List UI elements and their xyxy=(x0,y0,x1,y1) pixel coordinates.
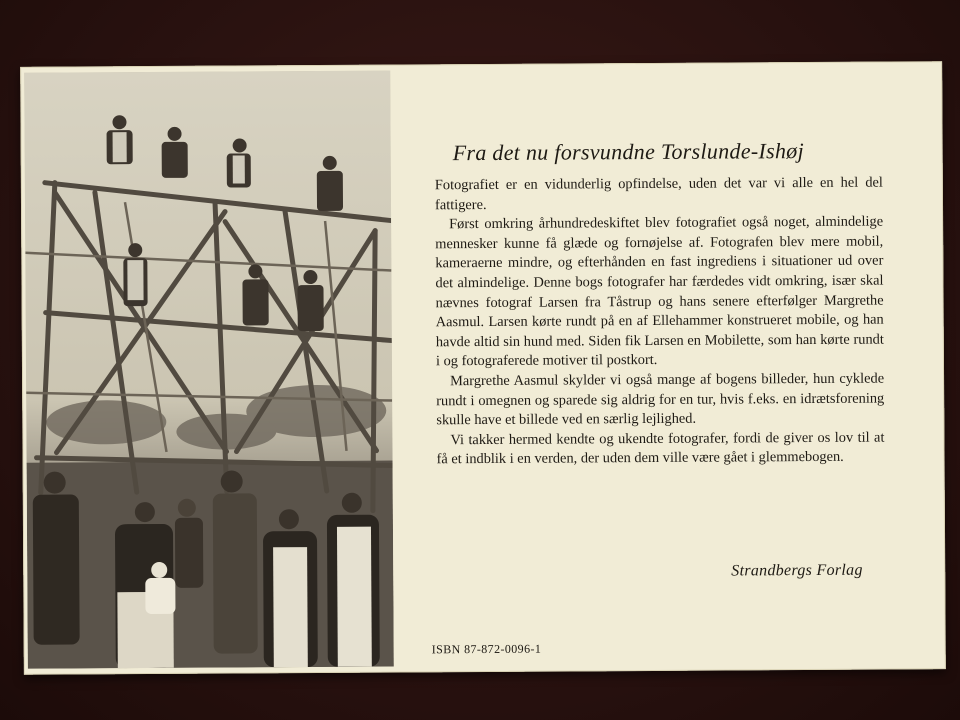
blurb-text xyxy=(435,174,885,471)
blurb-paragraph: Margrethe Aasmul skylder vi også mange af bogens billeder, hun cyklede rundt i omegnen og sparede sig aldrig for en tur, hvis f.eks. en idrætsforening skulle have et billede ved en særlig lejlighed. xyxy=(436,370,885,429)
book-title: Fra det nu forsvundne Torslunde-Ishøj xyxy=(452,138,805,166)
isbn-number: ISBN 87-872-0096-1 xyxy=(431,641,542,657)
sepia-photo xyxy=(24,71,394,669)
book-back-cover xyxy=(20,61,946,675)
blurb-paragraph: Først omkring århundredeskiftet blev fotografiet også noget, almindelige mennesker kunne få glæde og fornøjelse af. Fotografen blev mere mobil, kameraerne mindre, og efterhånden en fast ingrediens i situationer ud over det almindelige. Denne bogs fotografer har færdedes vidt omkring, især skal nævnes fotograf Larsen fra Tåstrup og hans senere efterfølger Margrethe Aasmul. Larsen kørte rundt på en af Ellehammer konstrueret mobile, og han havde altid sin hund med. Siden fik Larsen en Mobilette, som han kørte rundt i og fotograferede motiver til postkort. xyxy=(435,213,884,370)
photo-illustration xyxy=(24,71,394,669)
blurb-paragraph: Vi takker hermed kendte og ukendte fotografer, fordi de giver os lov til at få et indblik i en verden, der uden dem ville være gået i glemmebogen. xyxy=(436,429,885,468)
publisher-name: Strandbergs Forlag xyxy=(731,561,863,580)
text-panel xyxy=(418,61,942,672)
blurb-paragraph: Fotografiet er en vidunderlig opfindelse, uden det var vi alle en hel del fattigere. xyxy=(434,174,883,213)
